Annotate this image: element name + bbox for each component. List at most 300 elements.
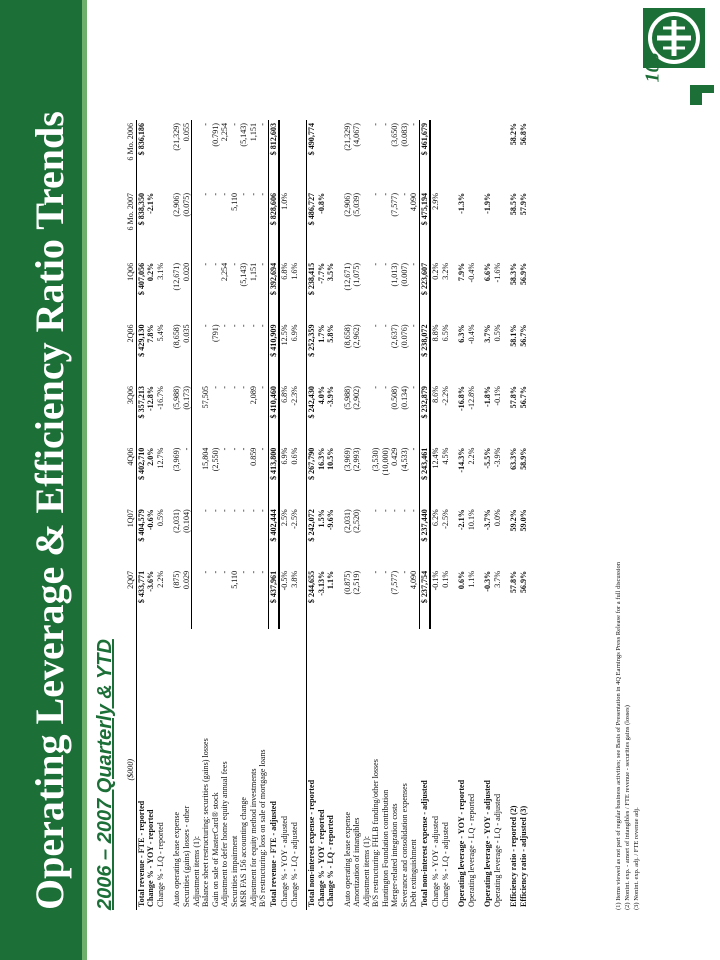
footnote: (3) Nonint. exp. adj. / FTE revenue adj.	[633, 807, 640, 910]
table-cell: -	[220, 509, 229, 512]
table-cell	[450, 568, 457, 630]
table-cell: -	[220, 192, 229, 196]
table-cell: 57.9%	[518, 192, 528, 216]
table-cell: 2,089	[248, 386, 258, 405]
table-row	[192, 120, 202, 910]
table-cell: 0.5%	[492, 324, 502, 342]
table-row	[326, 120, 336, 910]
table-row	[371, 120, 381, 910]
table-cell: (10,000)	[380, 447, 390, 476]
table-cell: -	[380, 192, 390, 196]
table-row	[182, 120, 192, 910]
table-cell: -	[258, 120, 268, 190]
table-cell: $ 812,603	[268, 120, 279, 190]
table-cell: $ 243,461	[419, 445, 430, 507]
table-cell	[290, 120, 300, 190]
table-cell: -	[220, 447, 229, 451]
table-cell: (2,031)	[172, 509, 181, 533]
table-cell	[192, 260, 202, 322]
unit-label: ($000)	[126, 629, 136, 910]
table-cell: -3.9%	[492, 447, 502, 468]
table-cell: $ 429,130	[136, 324, 146, 357]
table-row	[450, 120, 457, 910]
table-cell: (7,577)	[390, 570, 399, 595]
table-cell: -	[409, 445, 419, 507]
table-cell: 7.9%	[457, 262, 466, 282]
table-cell: 0.020	[182, 260, 192, 322]
table-cell: 4.0%	[316, 386, 326, 405]
table-cell: $ 267,790	[307, 445, 317, 507]
table-cell: -0.4%	[466, 262, 476, 283]
table-cell: -2.5%	[289, 509, 299, 529]
row-label: Change % - LQ - adjusted	[289, 822, 299, 907]
table-cell: $ 237,440	[419, 506, 430, 568]
table-row	[430, 120, 441, 910]
row-label: Auto operating lease expense	[172, 811, 181, 907]
table-cell: 58.9%	[518, 447, 528, 470]
row-label: Total revenue - FTE - adjusted	[268, 801, 278, 907]
table-cell: $ 828,606	[268, 190, 279, 260]
table-cell: -	[229, 123, 239, 126]
table-cell	[299, 445, 307, 507]
row-label: Total non-interest expense - adjusted	[419, 780, 429, 907]
table-cell: (2,906)	[342, 192, 352, 217]
table-cell: 4,090	[409, 568, 419, 630]
table-cell	[502, 383, 509, 445]
table-cell	[450, 321, 457, 383]
table-row	[239, 120, 249, 910]
table-cell	[483, 120, 493, 190]
table-cell: -	[201, 192, 210, 196]
table-cell: $ 410,909	[268, 321, 279, 383]
row-label: B/S restructuring: FHLB funding/other losses	[371, 759, 380, 907]
table-cell: 0.6%	[289, 447, 299, 465]
table-cell: (2,962)	[352, 324, 361, 349]
row-label: Merger-related integration costs	[390, 803, 399, 907]
table-cell: 0.1%	[440, 570, 450, 588]
table-cell	[299, 190, 307, 260]
table-cell: 1.6%	[289, 262, 299, 280]
table-cell: 5.8%	[326, 324, 335, 343]
table-row	[317, 120, 327, 910]
table-cell	[336, 120, 343, 190]
row-label: Securities impairment	[229, 835, 239, 907]
table-cell: 57,505	[201, 386, 210, 409]
table-cell: $ 238,415	[307, 260, 317, 322]
table-cell: 3.5%	[326, 262, 335, 282]
table-cell: 3.2%	[440, 262, 450, 280]
table-cell: (5,143)	[239, 262, 248, 287]
table-cell	[502, 506, 509, 568]
table-cell: (21,329)	[172, 123, 181, 151]
table-cell: -2.5%	[440, 509, 450, 529]
table-cell: 6.8%	[280, 262, 289, 280]
table-cell: 6.2%	[431, 509, 440, 527]
table-cell: 10.5%	[326, 447, 335, 470]
row-label: Operating leverage - LQ - adjusted	[492, 793, 502, 907]
table-cell: 5,110	[229, 192, 239, 211]
table-cell: (0.134)	[399, 386, 409, 410]
table-cell: -	[229, 386, 239, 389]
table-cell	[146, 120, 156, 190]
table-cell: 3.7%	[483, 324, 492, 343]
table-cell: (0.791)	[210, 123, 220, 147]
table-cell	[467, 190, 477, 260]
table-row	[230, 120, 240, 910]
table-cell: 0.2%	[146, 262, 155, 282]
table-cell: $ 407,056	[136, 262, 146, 296]
table-cell: (2,637)	[390, 324, 399, 349]
table-cell: (5,039)	[352, 192, 361, 217]
table-cell	[156, 120, 166, 190]
table-cell: (0.083)	[399, 123, 409, 147]
table-cell: 1.1%	[326, 570, 335, 590]
table-cell: -	[229, 324, 239, 328]
row-label: Operating leverage - YOY - adjusted	[483, 780, 492, 907]
table-cell: 2,254	[220, 123, 229, 142]
table-cell: -	[220, 570, 229, 574]
table-cell: 59.2%	[509, 509, 518, 532]
table-cell: 1,151	[248, 123, 258, 142]
table-cell: 58.5%	[509, 192, 518, 216]
row-label: B/S restructuring: loss on sale of mortgage loans	[258, 749, 268, 907]
row-label: Adjustment for equity method investments	[248, 768, 258, 907]
table-cell	[476, 120, 483, 190]
table-cell: (791)	[210, 324, 220, 342]
table-cell: $ 244,655	[307, 568, 317, 630]
table-cell	[192, 506, 202, 568]
table-cell: 1.7%	[316, 324, 326, 343]
table-row	[362, 120, 372, 910]
table-cell: -	[371, 509, 380, 512]
table-cell: $ 252,359	[307, 321, 317, 383]
slide-title: Operating Leverage & Efficiency Ratio Trends	[27, 111, 72, 910]
table-cell: 7.8%	[146, 324, 155, 343]
table-cell: 2.2%	[466, 447, 476, 465]
table-cell: -	[201, 324, 210, 328]
table-cell: (2,550)	[210, 447, 220, 472]
table-cell: -2.1%	[146, 192, 155, 214]
table-cell: -0.3%	[483, 570, 492, 592]
table-cell: -	[409, 321, 419, 383]
row-label: Operating leverage - LQ - reported	[466, 793, 476, 907]
table-cell: -0.5%	[280, 570, 289, 591]
table-row	[509, 120, 519, 910]
table-cell: -	[201, 570, 210, 574]
table-cell	[362, 190, 372, 260]
row-label: Total revenue - FTE - reported	[136, 800, 146, 907]
table-cell	[299, 260, 307, 322]
table-row	[201, 120, 211, 910]
table-row	[457, 120, 467, 910]
table-row	[290, 120, 300, 910]
table-cell	[326, 120, 336, 190]
row-label: Amortization of intangibles	[352, 817, 361, 907]
table-cell: -12.8%	[466, 386, 476, 410]
table-cell: -0.1%	[431, 570, 440, 591]
table-cell	[299, 321, 307, 383]
table-cell: 6.6%	[483, 262, 492, 282]
table-cell	[493, 120, 503, 190]
footnote: (2) Nonint. exp. - amort of intangibles / FTE revenue - securities gains (losses)	[624, 705, 631, 910]
table-cell: -2.2%	[440, 386, 450, 406]
table-cell	[502, 445, 509, 507]
table-cell: 2.0%	[146, 447, 155, 466]
table-cell: $ 242,430	[307, 383, 317, 445]
table-cell: $ 836,186	[136, 123, 146, 156]
table-cell: 6.8%	[280, 386, 289, 403]
table-cell: (3,530)	[371, 447, 380, 472]
table-cell: -	[380, 386, 390, 389]
table-cell	[362, 321, 372, 383]
row-label	[450, 629, 457, 910]
table-cell	[476, 445, 483, 507]
table-cell: -	[182, 445, 192, 507]
table-cell: -	[390, 509, 399, 512]
table-cell: 1,151	[248, 262, 258, 282]
table-cell: (12,671)	[172, 262, 181, 291]
table-cell	[362, 260, 372, 322]
table-cell: 5.4%	[155, 324, 165, 342]
table-cell: $ 402,710	[136, 447, 146, 481]
table-cell	[165, 190, 172, 260]
table-cell: (0.075)	[182, 190, 192, 260]
table-row	[220, 120, 230, 910]
table-cell: -	[210, 570, 220, 574]
table-row	[336, 120, 343, 910]
table-cell	[165, 260, 172, 322]
table-cell: -3.6%	[146, 570, 155, 592]
table-cell	[192, 190, 202, 260]
table-cell: -	[239, 324, 248, 328]
table-cell: -	[380, 324, 390, 328]
table-row	[390, 120, 400, 910]
footnotes	[614, 562, 641, 910]
table-cell: -	[239, 509, 248, 512]
table-cell: -0.4%	[466, 324, 476, 345]
table-cell: -	[258, 383, 268, 445]
table-cell: 0.055	[182, 120, 192, 190]
table-cell: 6.9%	[289, 324, 299, 342]
table-cell: -	[371, 570, 380, 574]
row-label: Gain on sale of MasterCard® stock	[210, 792, 220, 907]
table-cell: -1.3%	[457, 192, 466, 214]
table-cell: 12.5%	[280, 324, 289, 346]
table-cell: (2,519)	[352, 570, 361, 595]
table-cell: 57.8%	[509, 386, 518, 409]
table-cell: (2,993)	[352, 447, 361, 472]
table-cell: $ 402,444	[268, 506, 279, 568]
table-cell: (3,650)	[390, 123, 399, 147]
table-cell: 0.035	[182, 321, 192, 383]
table-cell	[362, 506, 372, 568]
row-label: Severance and consolidation expenses	[399, 783, 409, 907]
table-row	[156, 120, 166, 910]
table-row	[467, 120, 477, 910]
table-cell: (2,902)	[352, 386, 361, 410]
table-cell	[362, 120, 372, 190]
table-cell: (12,671)	[342, 262, 352, 291]
table-cell: -	[409, 260, 419, 322]
table-cell: (1,013)	[390, 262, 399, 287]
table-cell: -	[220, 386, 229, 389]
column-header: 6 Mo. 2006	[126, 120, 136, 190]
table-row	[268, 120, 279, 910]
table-cell: (0.007)	[399, 262, 409, 287]
table-cell: 2.5%	[280, 509, 289, 527]
table-cell: 3.1%	[155, 262, 165, 280]
table-cell: 0.6%	[457, 570, 466, 590]
table-cell: -1.8%	[483, 386, 492, 407]
table-row	[249, 120, 259, 910]
table-cell	[156, 190, 166, 260]
table-cell	[450, 445, 457, 507]
table-cell	[467, 120, 477, 190]
table-cell: 3.8%	[289, 570, 299, 588]
table-cell: -12.8%	[146, 386, 155, 412]
table-cell: 2,254	[220, 262, 229, 282]
table-cell: 58.1%	[509, 324, 518, 347]
table-cell: -	[210, 509, 220, 512]
table-cell: (4,067)	[352, 123, 361, 147]
row-label: Adjustment items (1):	[191, 835, 201, 907]
row-label: Auto operating lease expense	[342, 811, 352, 907]
table-cell: -1.6%	[492, 262, 502, 283]
table-cell	[441, 120, 451, 190]
table-row	[299, 120, 307, 910]
table-cell: -3.7%	[483, 509, 492, 531]
table-header-row	[126, 120, 136, 910]
table-cell: $ 238,072	[419, 321, 430, 383]
row-label	[502, 629, 509, 910]
table-cell: -	[239, 386, 248, 389]
table-cell: 56.9%	[518, 262, 528, 286]
table-cell	[450, 260, 457, 322]
table-cell: 0.0%	[492, 509, 502, 527]
table-cell: -3.13%	[316, 570, 326, 596]
table-cell: -	[248, 509, 258, 512]
table-cell: 4,090	[409, 190, 419, 260]
row-label: Change % - YOY - adjusted	[279, 816, 289, 907]
table-cell: -	[210, 262, 220, 266]
slide-subtitle: 2006 – 2007 Quarterly & YTD	[94, 639, 116, 910]
table-cell: -	[380, 262, 390, 266]
row-label: Securities (gains) losses - other	[181, 805, 191, 907]
table-cell: -	[258, 506, 268, 568]
table-row	[502, 120, 509, 910]
table-cell: $ 357,213	[136, 386, 146, 419]
table-cell	[192, 568, 202, 630]
column-header: 1Q06	[126, 260, 136, 322]
row-label: Huntington Foundation contribution	[380, 789, 390, 907]
row-label: Change % - YOY - reported	[146, 809, 155, 907]
column-header: 6 Mo. 2007	[126, 190, 136, 260]
table-cell: -	[239, 447, 248, 451]
table-cell: -	[258, 568, 268, 630]
table-cell	[336, 190, 343, 260]
row-label: Efficiency ratio - reported (2)	[509, 805, 518, 907]
column-header: 4Q06	[126, 445, 136, 507]
table-cell: $ 237,754	[419, 568, 430, 630]
row-label: Balance sheet restructuring: securities (gains) losses	[201, 738, 210, 907]
table-row	[409, 120, 419, 910]
table-cell	[192, 383, 202, 445]
table-cell: 56.9%	[518, 570, 528, 594]
table-cell	[299, 506, 307, 568]
table-cell: 8.6%	[431, 386, 440, 403]
table-cell	[165, 120, 172, 190]
table-cell	[299, 568, 307, 630]
table-cell	[299, 383, 307, 445]
table-row	[419, 120, 430, 910]
table-cell: -	[409, 506, 419, 568]
column-header: 3Q06	[126, 383, 136, 445]
table-cell	[476, 383, 483, 445]
table-cell: -	[210, 192, 220, 196]
table-cell: 5,110	[229, 570, 239, 589]
table-cell: (5,988)	[342, 386, 352, 410]
table-cell: $ 838,350	[136, 192, 146, 226]
table-cell: (0.104)	[182, 506, 192, 568]
table-cell: -14.3%	[457, 447, 466, 473]
table-cell: 8.8%	[431, 324, 440, 342]
table-cell	[317, 120, 327, 190]
table-cell: $ 413,800	[268, 445, 279, 507]
table-cell: (875)	[172, 570, 181, 589]
row-label	[476, 629, 483, 910]
table-cell: 16.3%	[316, 447, 326, 470]
table-cell	[290, 190, 300, 260]
table-cell	[326, 190, 336, 260]
table-cell: 0.2%	[431, 262, 440, 280]
table-cell: -	[399, 192, 409, 196]
table-cell: -2.3%	[289, 386, 299, 406]
table-row	[352, 120, 362, 910]
table-cell	[165, 383, 172, 445]
row-label: Adjustment items (1):	[361, 835, 371, 907]
table-cell: $ 461,679	[419, 120, 430, 190]
table-cell: 63.3%	[509, 447, 518, 470]
table-cell: 0.029	[182, 568, 192, 630]
table-cell	[165, 445, 172, 507]
table-cell	[336, 260, 343, 322]
table-cell: 0.429	[390, 447, 399, 466]
table-cell: 15,804	[201, 447, 210, 470]
table-cell	[279, 120, 290, 190]
table-cell	[450, 383, 457, 445]
table-cell: 4.5%	[440, 447, 450, 465]
table-row	[172, 120, 182, 910]
table-cell: (2,520)	[352, 509, 361, 533]
table-cell: -	[258, 321, 268, 383]
table-cell	[192, 445, 202, 507]
table-cell: -	[248, 570, 258, 574]
table-cell	[502, 260, 509, 322]
table-cell: (3,969)	[342, 447, 352, 472]
table-row	[165, 120, 172, 910]
table-cell	[476, 321, 483, 383]
table-cell: (5,143)	[239, 123, 248, 147]
table-cell: -	[239, 192, 248, 196]
row-label: MSR FAS 156 accounting change	[239, 796, 248, 907]
table-cell: -	[409, 120, 419, 190]
table-cell: 2.2%	[155, 570, 165, 588]
table-cell: -	[399, 570, 409, 574]
table-row	[483, 120, 493, 910]
table-cell	[336, 383, 343, 445]
table-cell: 56.7%	[518, 386, 528, 409]
table-row	[493, 120, 503, 910]
